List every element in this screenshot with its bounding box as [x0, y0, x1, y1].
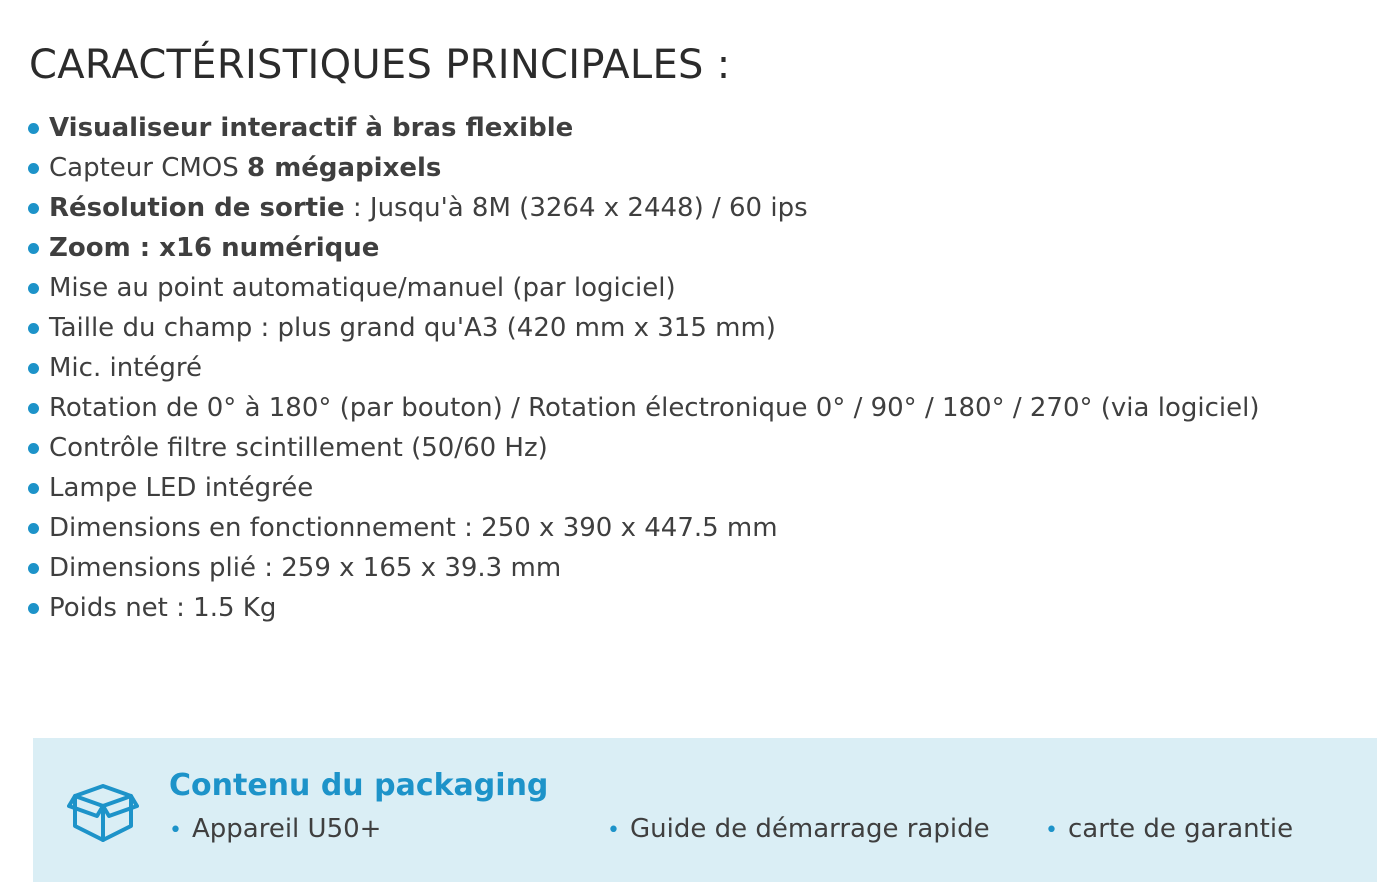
feature-text: Dimensions en fonctionnement : 250 x 390 x 447.5 mm — [49, 513, 778, 543]
feature-text: Taille du champ : plus grand qu'A3 (420 mm x 315 mm) — [49, 313, 776, 343]
list-item — [28, 188, 1259, 228]
list-item — [28, 268, 1259, 308]
bullet-icon — [28, 403, 39, 414]
packaging-item-label: Appareil U50+ — [191, 814, 382, 844]
list-item — [28, 388, 1259, 428]
packaging-item-label: Guide de démarrage rapide — [629, 814, 990, 844]
feature-bold-text: Zoom : x16 numérique — [49, 233, 380, 263]
bullet-icon — [28, 483, 39, 494]
dot-icon: • — [607, 818, 620, 843]
bullet-icon — [28, 123, 39, 134]
packaging-item — [169, 814, 381, 844]
list-item — [28, 308, 1259, 348]
feature-bold-text: 8 mégapixels — [247, 153, 442, 183]
feature-text: Lampe LED intégrée — [49, 473, 314, 503]
bullet-icon — [28, 523, 39, 534]
list-item — [28, 428, 1259, 468]
feature-text: : Jusqu'à 8M (3264 x 2448) / 60 ips — [344, 193, 808, 223]
box-icon — [67, 774, 139, 846]
feature-text: Capteur CMOS — [49, 153, 248, 183]
dot-icon: • — [1045, 818, 1058, 843]
packaging-title: Contenu du packaging — [169, 768, 549, 803]
feature-text: Rotation de 0° à 180° (par bouton) / Rotation électronique 0° / 90° / 180° / 270° (via logiciel) — [49, 393, 1260, 423]
bullet-icon — [28, 563, 39, 574]
feature-text: Dimensions plié : 259 x 165 x 39.3 mm — [49, 553, 562, 583]
bullet-icon — [28, 323, 39, 334]
dot-icon: • — [169, 818, 182, 843]
list-item — [28, 508, 1259, 548]
feature-text: Mise au point automatique/manuel (par logiciel) — [49, 273, 676, 303]
bullet-icon — [28, 243, 39, 254]
packaging-panel — [33, 738, 1377, 882]
feature-text: Contrôle filtre scintillement (50/60 Hz) — [49, 433, 548, 463]
bullet-icon — [28, 603, 39, 614]
bullet-icon — [28, 203, 39, 214]
feature-bold-text: Résolution de sortie — [49, 193, 345, 223]
bullet-icon — [28, 163, 39, 174]
packaging-item-label: carte de garantie — [1067, 814, 1294, 844]
packaging-item — [607, 814, 990, 844]
feature-text: Poids net : 1.5 Kg — [49, 593, 277, 623]
list-item — [28, 588, 1259, 628]
list-item — [28, 348, 1259, 388]
list-item — [28, 548, 1259, 588]
bullet-icon — [28, 363, 39, 374]
list-item — [28, 108, 1259, 148]
bullet-icon — [28, 283, 39, 294]
features-list — [28, 108, 1259, 628]
list-item — [28, 468, 1259, 508]
page-title: CARACTÉRISTIQUES PRINCIPALES : — [29, 42, 731, 88]
list-item — [28, 148, 1259, 188]
feature-text: Mic. intégré — [49, 353, 202, 383]
packaging-item — [1045, 814, 1293, 844]
bullet-icon — [28, 443, 39, 454]
feature-bold-text: Visualiseur interactif à bras flexible — [49, 113, 574, 143]
list-item — [28, 228, 1259, 268]
